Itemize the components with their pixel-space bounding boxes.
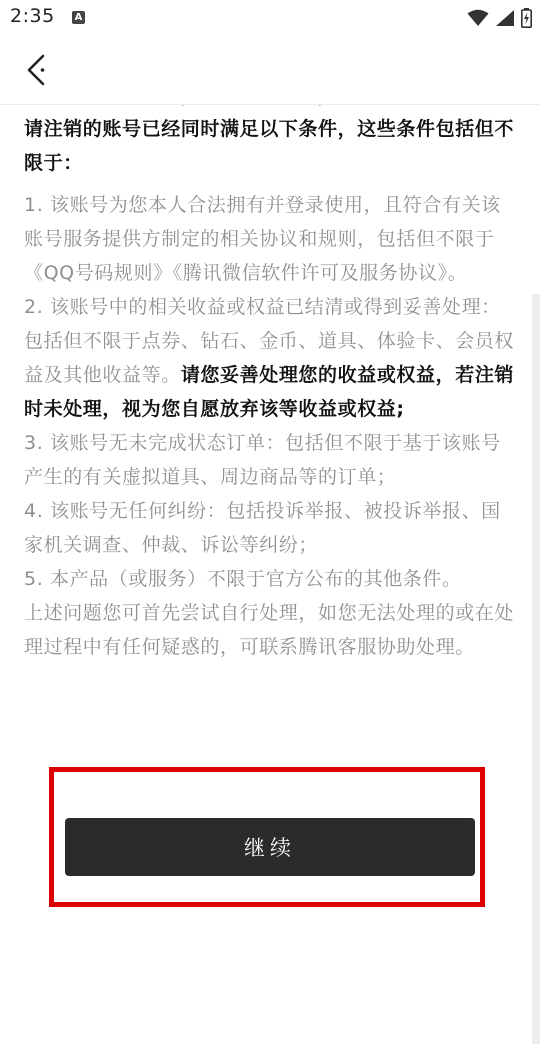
terms-text [24,78,518,664]
closing-text: 上述问题您可首先尝试自行处理，如您无法处理的或在处理过程中有任何疑惑的，可联系腾讯客服协助处理。 [24,602,515,658]
condition-item-1: 1. 该账号为您本人合法拥有并登录使用，且符合有关该账号服务提供方制定的相关协议和规则，包括但不限于《QQ号码规则》《腾讯微信软件许可及服务协议》。 [24,194,501,284]
condition-item-4: 4. 该账号无任何纠纷：包括投诉举报、被投诉举报、国家机关调查、仲裁、诉讼等纠纷； [24,500,501,556]
condition-item-2 [24,290,518,426]
condition-item-3: 3. 该账号无未完成状态订单：包括但不限于基于该账号产生的有关虚拟道具、周边商品等的订单； [24,432,501,488]
chevron-left-icon [23,53,49,87]
status-icons [467,6,532,30]
battery-icon [521,8,532,28]
back-button[interactable] [14,48,58,92]
continue-button[interactable]: 继续 [65,818,475,876]
condition-item-5: 5. 本产品（或服务）不限于官方公布的其他条件。 [24,568,462,590]
status-time: 2:35 [10,5,55,27]
condition-item-2-text: 2. 该账号中的相关收益或权益已结清或得到妥善处理：包括但不限于点券、钻石、金币、道具、体验卡、会员权益及其他收益等。 [24,296,515,386]
status-bar [0,0,540,36]
wifi-icon [467,9,489,27]
top-navigation-bar [0,36,540,105]
scrollbar[interactable] [532,294,540,1044]
cellular-signal-icon [495,9,515,27]
notification-icon: A [72,11,85,24]
intro-conditions-text: 请注销的账号已经同时满足以下条件，这些条件包括但不限于： [24,118,515,174]
condition-item-2-warning: 请您妥善处理您的收益或权益，若注销时未处理，视为您自愿放弃该等收益或权益; [24,364,515,420]
